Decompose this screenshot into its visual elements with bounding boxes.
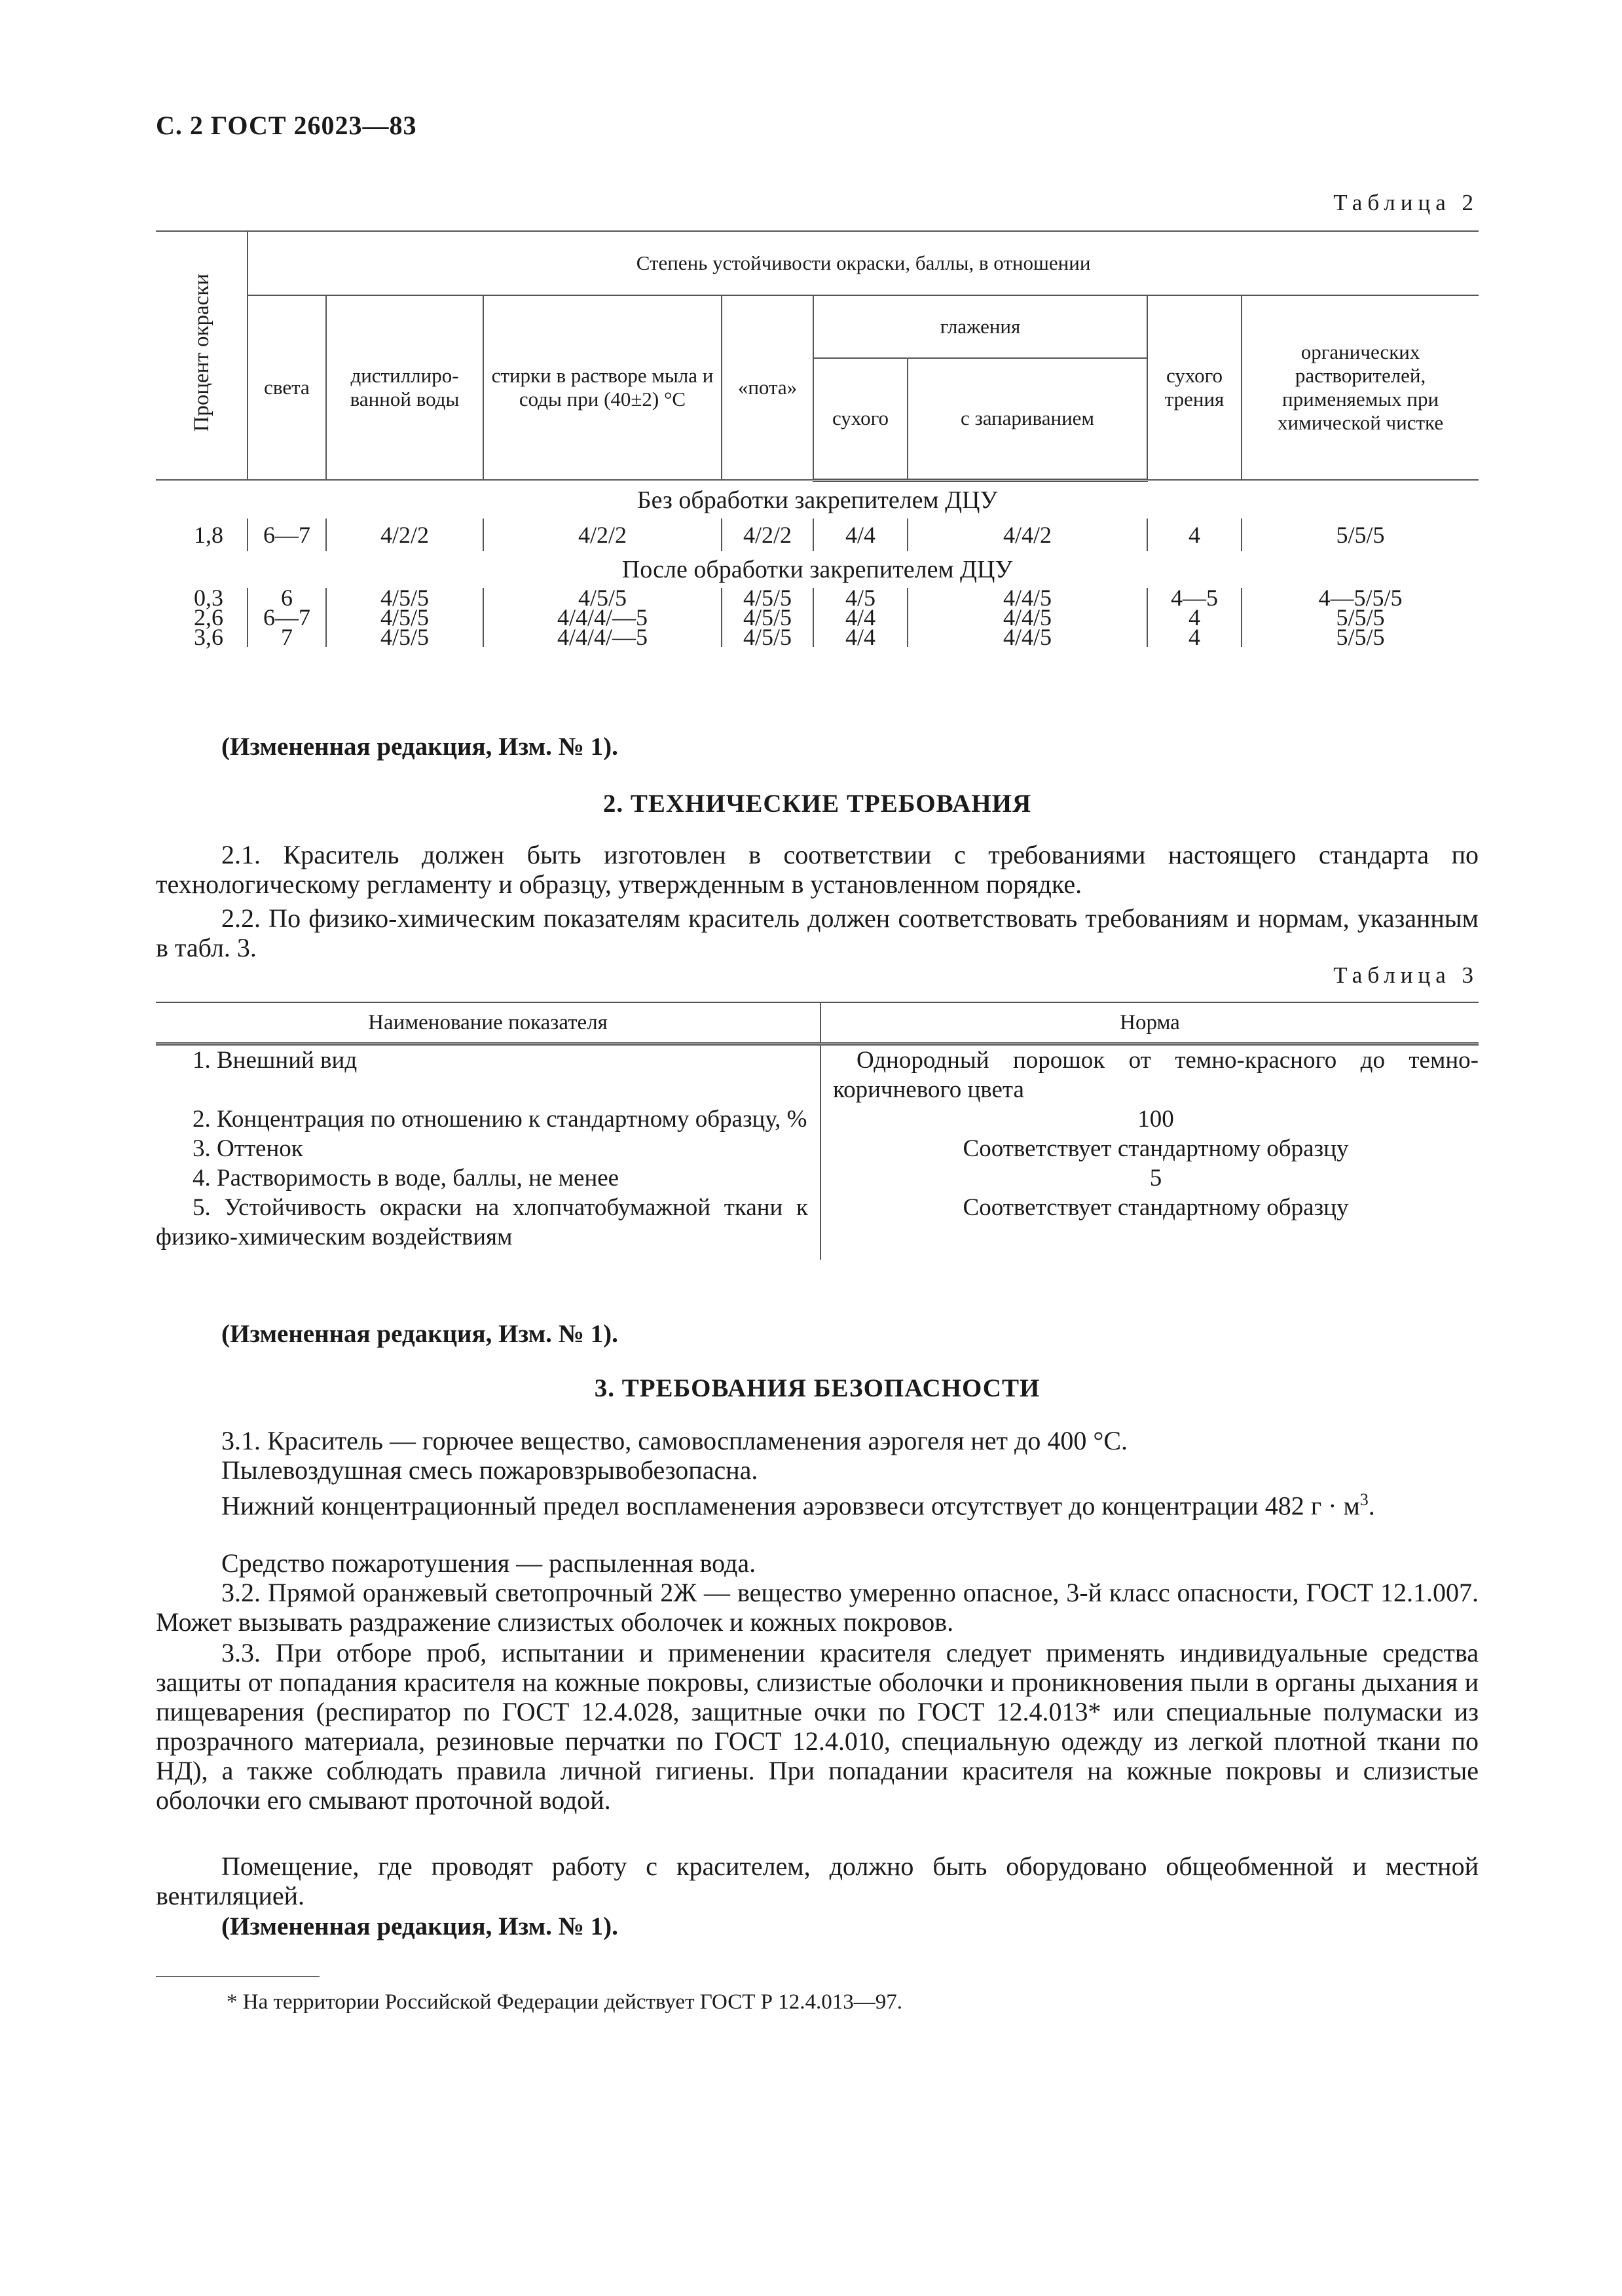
paragraph-2-2: 2.2. По физико-химическим показателям краситель должен соответствовать требованиям и нормам, указанным в табл. 3. — [156, 903, 1479, 962]
paragraph-3-1b: Пылевоздушная смесь пожаровзрывобезопасна. — [221, 1455, 758, 1485]
paragraph-3-2: 3.2. Прямой оранжевый светопрочный 2Ж — вещество умеренно опасное, 3-й класс опасности, ГОСТ 12.1.007. Может вызывать раздражение слизистых оболочек и кожных покровов. — [156, 1578, 1479, 1637]
section-with-fixer: После обработки закрепителем ДЦУ — [621, 555, 1013, 583]
edit-note-2: (Измененная редакция, Изм. № 1). — [221, 1320, 618, 1348]
table-row: 3,6 7 4/5/5 4/4/4/—5 4/5/5 4/4 4/4/5 4 5/5/5 — [156, 627, 1479, 647]
col-group-header: Степень устойчивости окраски, баллы, в отношении — [248, 231, 1479, 295]
paragraph-3-1d: Средство пожаротушения — распыленная вода. — [221, 1548, 756, 1578]
col-indicator-name: Наименование показателя — [156, 1002, 820, 1044]
table2-caption: Таблица 2 — [1333, 190, 1479, 215]
table-row: 0,3 6 4/5/5 4/5/5 4/5/5 4/5 4/4/5 4—5 4—5/5/5 — [156, 588, 1479, 608]
col-ironing-dry: сухого — [813, 358, 908, 480]
section-3-title: 3. ТРЕБОВАНИЯ БЕЗОПАСНОСТИ — [594, 1374, 1041, 1402]
footnote: * На территории Российской Федерации действует ГОСТ Р 12.4.013—97. — [227, 1990, 903, 2014]
table3 — [156, 1002, 1479, 1260]
col-ironing: глажения — [813, 295, 1147, 358]
paragraph-3-1c: Нижний концентрационный предел воспламенения аэровзвеси отсутствует до концентрации 482 $г \cdot м^3$. — [221, 1490, 1375, 1521]
col-dry-rub: сухого трения — [1147, 295, 1242, 480]
table-row: 1. Внешний вид Однородный порошок от темно-красного до темно-коричневого цвета — [156, 1044, 1479, 1105]
table-row: 5. Устойчивость окраски на хлопчатобумажной ткани к физико-химическим воздействиям Соответствует стандартному образцу — [156, 1193, 1479, 1260]
col-ironing-steam: с запариванием — [908, 358, 1147, 480]
table-row: 1,8 6—7 4/2/2 4/2/2 4/2/2 4/4 4/4/2 4 5/5/5 — [156, 519, 1479, 551]
table-row: 2. Концентрация по отношению к стандартному образцу, % 100 — [156, 1104, 1479, 1134]
col-percent-header: Процент окраски — [156, 231, 248, 480]
edit-note-1: (Измененная редакция, Изм. № 1). — [221, 733, 618, 761]
section-2-title: 2. ТЕХНИЧЕСКИЕ ТРЕБОВАНИЯ — [602, 790, 1032, 818]
col-light: света — [248, 295, 326, 480]
section-without-fixer: Без обработки закрепителем ДЦУ — [636, 486, 998, 514]
paragraph-3-4: Помещение, где проводят работу с красителем, должно быть оборудовано общеобменной и местной вентиляцией. — [156, 1851, 1479, 1910]
table2 — [156, 230, 1479, 650]
table-row: 3. Оттенок Соответствует стандартному образцу — [156, 1134, 1479, 1163]
col-solvents: органических растворителей, применяемых при химической чистке — [1242, 295, 1479, 480]
table3-caption: Таблица 3 — [1333, 962, 1479, 988]
paragraph-3-3: 3.3. При отборе проб, испытании и применении красителя следует применять индивидуальные средства защиты от попадания красителя на кожные покровы, слизистые оболочки и проникновения пыли в органы дыхания и пищеварения (респиратор по ГОСТ 12.4.028, защитные очки по ГОСТ 12.4.013* или специальные полумаски из прозрачного материала, резиновые перчатки по ГОСТ 12.4.010, специальную одежду из легкой плотной ткани по НД), а также соблюдать правила личной гигиены. При попадании красителя на кожные покровы и слизистые оболочки его смывают проточной водой. — [156, 1638, 1479, 1815]
table-row: 4. Растворимость в воде, баллы, не менее 5 — [156, 1163, 1479, 1193]
col-wash: стирки в растворе мыла и соды при (40±2) °С — [483, 295, 722, 480]
col-sweat: «пота» — [722, 295, 813, 480]
table-row: 2,6 6—7 4/5/5 4/4/4/—5 4/5/5 4/4 4/4/5 4 5/5/5 — [156, 608, 1479, 627]
col-norm: Норма — [820, 1002, 1479, 1044]
footnote-divider — [156, 1976, 320, 1977]
edit-note-3: (Измененная редакция, Изм. № 1). — [221, 1912, 618, 1941]
paragraph-2-1: 2.1. Краситель должен быть изготовлен в соответствии с требованиями настоящего стандарта по технологическому регламенту и образцу, утвержденным в установленном порядке. — [156, 840, 1479, 899]
page-header: С. 2 ГОСТ 26023—83 — [156, 111, 417, 140]
document-page — [156, 0, 1479, 2296]
col-distilled: дистиллиро-ванной воды — [326, 295, 483, 480]
paragraph-3-1a: 3.1. Краситель — горючее вещество, самовоспламенения аэрогеля нет до 400 °С. — [221, 1426, 1128, 1455]
